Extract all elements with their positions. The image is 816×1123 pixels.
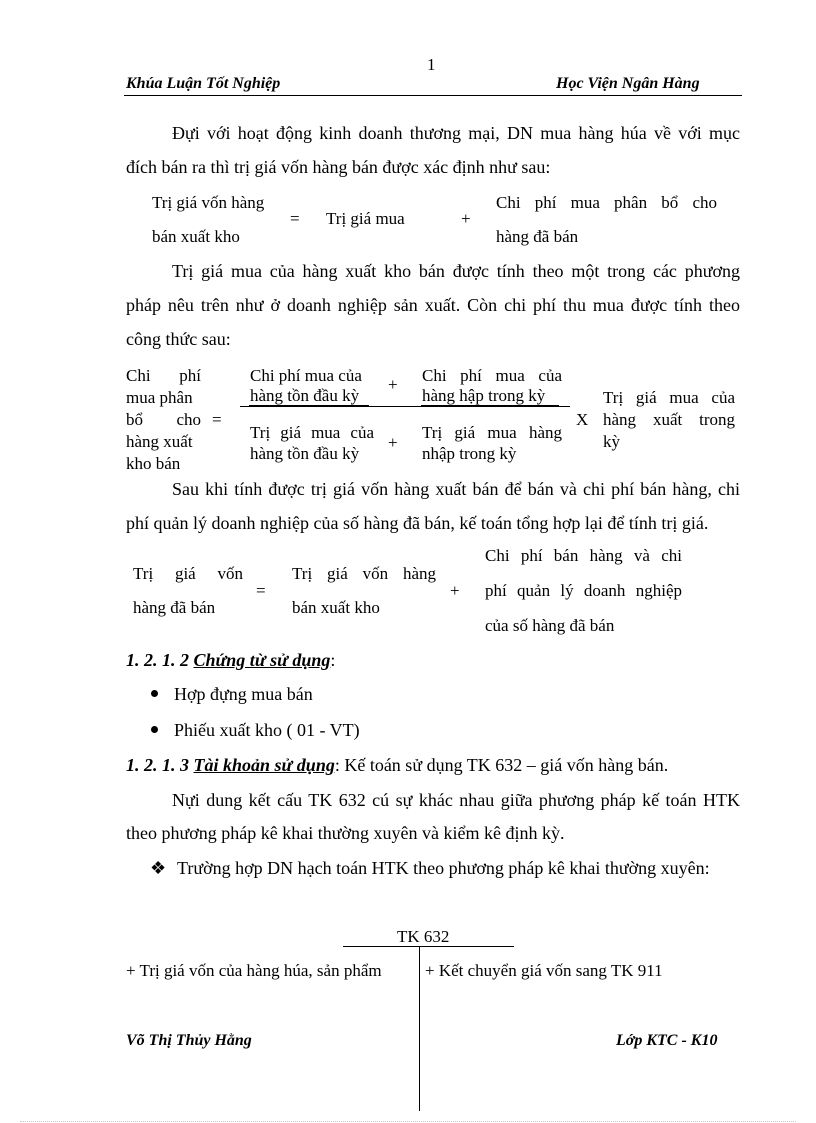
f1-term1: Trị giá mua <box>326 209 405 228</box>
f3-term2-line2: phí quản lý doanh nghiệp <box>485 581 682 600</box>
f3-term1-line1: Trị giá vốn hàng <box>292 564 436 583</box>
section-122-title: Chứng từ sử dụng <box>193 650 331 670</box>
f3-term1-line2: bán xuất kho <box>292 598 380 617</box>
para3-line1: Sau khi tính được trị giá vốn hàng xuất bán để bán và chi phí bán hàng, chi <box>172 479 740 499</box>
f1-term2-line1: Chi phí mua phân bổ cho <box>496 193 717 212</box>
footer-right: Lớp KTC - K10 <box>616 1032 718 1049</box>
t-account-top-rule <box>343 946 514 947</box>
section-122-number: 1. 2. 1. 2 <box>126 650 189 670</box>
diamond-icon: ❖ <box>150 858 167 878</box>
f2-rhs-line3: kỳ <box>603 432 620 451</box>
f2-den-b-line2: nhập trong kỳ <box>422 444 517 463</box>
f1-lhs-line1: Trị giá vốn hàng <box>152 193 265 212</box>
f2-lhs-line1: Chi phí <box>126 366 201 385</box>
f1-lhs-line2: bán xuất kho <box>152 227 240 246</box>
f2-times: X <box>576 410 589 429</box>
t-account-title: TK 632 <box>397 927 450 946</box>
f1-term2-line2: hàng đã bán <box>496 227 579 246</box>
f2-lhs-line5: kho bán <box>126 454 181 473</box>
f2-num-b-line2: hàng hập trong kỳ <box>422 386 546 405</box>
f2-den-a-line2: hàng tồn đầu kỳ <box>250 444 360 463</box>
header-right: Học Viện Ngân Hàng <box>556 75 700 92</box>
f3-term2-line3: của số hàng đã bán <box>485 616 615 635</box>
f2-den-a-line1: Trị giá mua của <box>250 423 374 442</box>
section-123-heading <box>126 754 668 776</box>
section-123-number: 1. 2. 1. 3 <box>126 755 189 775</box>
f2-num-a-line2: hàng tồn đầu kỳ <box>250 386 360 405</box>
t-account-divider <box>419 946 420 1111</box>
bullet-item-2: Phiếu xuất kho ( 01 - VT) <box>174 720 360 740</box>
bullet-item-1: Hợp đựng mua bán <box>174 684 313 704</box>
bullet-dot-2 <box>151 726 158 733</box>
para2-line1: Trị giá mua của hàng xuất kho bán được tính theo một trong các phương <box>172 261 740 281</box>
section-123-title: Tài khoản sử dụng <box>193 755 335 775</box>
page-number: 1 <box>427 55 436 74</box>
case-line-text: Trường hợp DN hạch toán HTK theo phương pháp kê khai thường xuyên: <box>177 858 710 878</box>
f2-equals: = <box>212 410 222 429</box>
page-bottom-edge <box>20 1121 796 1122</box>
f2-num-plus: + <box>388 375 398 394</box>
section-123-suffix: : Kế toán sử dụng TK 632 – giá vốn hàng bán. <box>334 755 669 775</box>
para2-line3: công thức sau: <box>126 329 231 349</box>
f3-lhs-line2: hàng đã bán <box>133 598 216 617</box>
f2-den-plus: + <box>388 433 398 452</box>
f2-lhs-line2: mua phân <box>126 388 193 407</box>
para4-line1: Nựi dung kết cấu TK 632 cú sự khác nhau giữa phương pháp kế toán HTK <box>172 790 740 810</box>
para2-line2: pháp nêu trên như ở doanh nghiệp sản xuất. Còn chi phí thu mua được tính theo <box>126 295 740 315</box>
f1-plus: + <box>461 209 471 228</box>
para3-line2: phí quản lý doanh nghiệp của số hàng đã bán, kế toán tổng hợp lại để tính trị giá. <box>126 513 709 533</box>
f3-equals: = <box>256 581 266 600</box>
header-rule <box>124 95 742 96</box>
footer-left: Võ Thị Thủy Hằng <box>126 1032 252 1049</box>
f3-term2-line1: Chi phí bán hàng và chi <box>485 546 682 565</box>
f2-rhs-line1: Trị giá mua của <box>603 388 735 407</box>
f2-den-b-line1: Trị giá mua hàng <box>422 423 562 442</box>
f2-num-b-line1: Chi phí mua của <box>422 366 562 385</box>
section-122-suffix: : <box>330 650 336 670</box>
f1-equals: = <box>290 209 300 228</box>
bullet-dot-1 <box>151 690 158 697</box>
t-account-credit: + Kết chuyển giá vốn sang TK 911 <box>425 961 663 980</box>
para4-line2: theo phương pháp kê khai thường xuyên và kiểm kê định kỳ. <box>126 823 565 843</box>
f3-plus: + <box>450 581 460 600</box>
f2-num-a-line1: Chi phí mua của <box>250 366 362 385</box>
para1-line1: Đựi với hoạt động kinh doanh thương mại, DN mua hàng húa về với mục <box>172 123 740 143</box>
section-122-heading <box>126 649 335 671</box>
f2-fraction-bar <box>240 406 570 407</box>
f2-lhs-line3: bổ cho <box>126 410 201 429</box>
t-account-debit: + Trị giá vốn của hàng húa, sản phẩm <box>126 961 382 980</box>
header-left: Khúa Luận Tốt Nghiệp <box>126 75 281 92</box>
f2-lhs-line4: hàng xuất <box>126 432 193 451</box>
para1-line2: đích bán ra thì trị giá vốn hàng bán được xác định như sau: <box>126 157 551 177</box>
f2-rhs-line2: hàng xuất trong <box>603 410 735 429</box>
f3-lhs-line1: Trị giá vốn <box>133 564 243 583</box>
